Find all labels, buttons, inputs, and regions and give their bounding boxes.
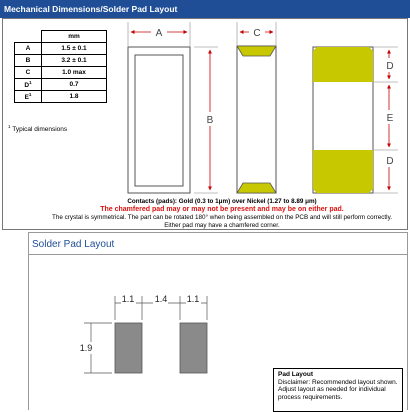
dim-key: B xyxy=(15,55,42,67)
dim-value: 1.8 xyxy=(42,91,107,103)
label-c: C xyxy=(253,28,261,39)
pad-dim-height: 1.9 xyxy=(79,343,93,353)
footnote-mark: 1 xyxy=(8,124,11,129)
label-d-top: D xyxy=(386,61,394,72)
label-d-bottom: D xyxy=(386,156,394,167)
footnote-mark: 1 xyxy=(29,79,32,85)
solder-pad-right xyxy=(180,323,207,373)
pad-layout-title: Pad Layout xyxy=(278,371,314,378)
symmetry-note: The crystal is symmetrical. The part can be rotated 180° when being assembled on the PCB and will still perform correctly. xyxy=(51,214,393,221)
dim-key: $E^1$ xyxy=(15,91,42,103)
footnote-mark: 1 xyxy=(28,91,32,97)
unit-header: mm xyxy=(42,31,107,43)
dim-value: 0.7 xyxy=(42,79,107,91)
footnote-text: Typical dimensions xyxy=(12,126,68,134)
pad-dim-gap: 1.4 xyxy=(154,294,168,304)
section-header: Mechanical Dimensions/Solder Pad Layout xyxy=(0,0,410,18)
pad-layout-note xyxy=(273,368,403,412)
solder-pad-title: Solder Pad Layout xyxy=(32,239,115,250)
label-a: A xyxy=(155,28,163,39)
label-e: E xyxy=(386,113,394,124)
solder-pad-left xyxy=(115,323,142,373)
chamfer-note: Either pad may have a chamfered corner. xyxy=(164,222,280,229)
pad-layout-disclaimer: Disclaimer: Recommended layout shown. Adjust layout as needed for individual process requirements. xyxy=(278,378,398,401)
chamfer-warning: The chamfered pad may or may not be present and may be on either pad. xyxy=(100,206,344,213)
pad-dim-right: 1.1 xyxy=(186,294,200,304)
dim-value: 1.0 max xyxy=(42,67,107,79)
pad-dim-left: 1.1 xyxy=(121,294,135,304)
dim-key: $D^1$ xyxy=(15,79,42,91)
dim-key: A xyxy=(15,43,42,55)
dim-value: 1.5 ± 0.1 xyxy=(42,43,107,55)
contacts-line: Contacts (pads): Gold (0.3 to 1μm) over Nickel (1.27 to 8.89 μm) xyxy=(127,198,317,205)
dim-key: C xyxy=(15,67,42,79)
dim-value: 3.2 ± 0.1 xyxy=(42,55,107,67)
label-b: B xyxy=(206,115,214,126)
